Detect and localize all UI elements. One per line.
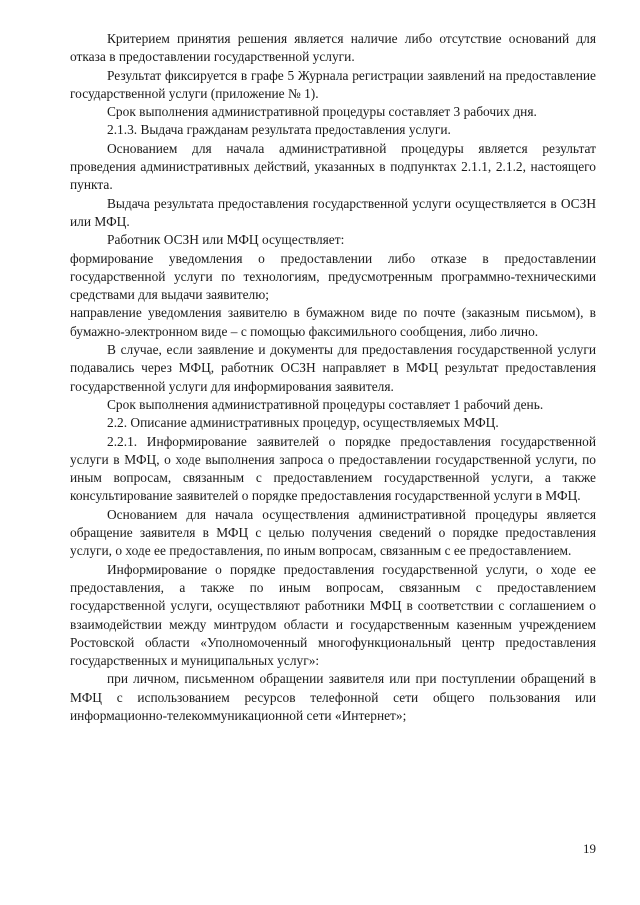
paragraph-term-1-day: Срок выполнения административной процедуры составляет 1 рабочий день. xyxy=(107,396,544,412)
section-heading-2-1-3: 2.1.3. Выдача гражданам результата предоставления услуги. xyxy=(107,122,451,138)
paragraph-mfc-submission-case: В случае, если заявление и документы для предоставления государственной услуги подавались через МФЦ, работник ОСЗН направляет в МФЦ результат предоставления государственной услуги для информирования заявителя. xyxy=(70,342,596,394)
page-number: 19 xyxy=(583,841,596,856)
document-body xyxy=(70,30,596,725)
list-item-notification-forming: формирование уведомления о предоставлении либо отказе в предоставлении государственной услуги по технологиям, предусмотренным программно-техническими средствами для выдачи заявителю; xyxy=(70,250,596,303)
paragraph-term-3-days: Срок выполнения административной процедуры составляет 3 рабочих дня. xyxy=(107,104,537,120)
paragraph-basis-for-procedure: Основанием для начала административной процедуры является результат проведения административных действий, указанных в подпунктах 2.1.1, 2.1.2, настоящего пункта. xyxy=(70,140,596,193)
paragraph-basis-for-mfc-procedure: Основанием для начала осуществления административной процедуры является обращение заявителя в МФЦ с целью получения сведений о порядке предоставления услуги, о ходе ее предоставления, по иным вопросам, связанным с ее предоставлением. xyxy=(70,506,596,559)
paragraph-appeal-channels: при личном, письменном обращении заявителя или при поступлении обращений в МФЦ с использованием ресурсов телефонной сети общего пользования или информационно-телекоммуникационной сети «Интернет»; xyxy=(70,671,596,723)
paragraph-decision-criterion: Критерием принятия решения является наличие либо отсутствие оснований для отказа в предоставлении государственной услуги. xyxy=(70,31,596,65)
paragraph-result-recording: Результат фиксируется в графе 5 Журнала регистрации заявлений на предоставление государственной услуги (приложение № 1). xyxy=(70,67,596,101)
paragraph-worker-actions: Работник ОСЗН или МФЦ осуществляет: xyxy=(107,232,345,248)
paragraph-issuance-location: Выдача результата предоставления государственной услуги осуществляется в ОСЗН или МФЦ. xyxy=(70,195,596,229)
section-heading-2-2: 2.2. Описание административных процедур, осуществляемых МФЦ. xyxy=(107,415,499,431)
list-item-notification-sending: направление уведомления заявителю в бумажном виде по почте (заказным письмом), в бумажно-электронном виде – с помощью факсимильного сообщения, либо лично. xyxy=(70,305,596,339)
section-heading-2-2-1: 2.2.1. Информирование заявителей о порядке предоставления государственной услуги в МФЦ, о ходе выполнения запроса о предоставлении государственной услуги, по иным вопросам, связанным с предоставлением государственной услуги, а также консультирование заявителей о порядке предоставления государственной услуги в МФЦ. xyxy=(70,433,596,504)
paragraph-informing-by-mfc: Информирование о порядке предоставления государственной услуги, о ходе ее предоставления, а также по иным вопросам, связанным с предоставлением государственной услуги, осуществляют работники МФЦ в соответствии с соглашением о взаимодействии между минтрудом области и государственным казенным учреждением Ростовской области «Уполномоченный многофункциональный центр предоставления государственных и муниципальных услуг»: xyxy=(70,561,596,669)
